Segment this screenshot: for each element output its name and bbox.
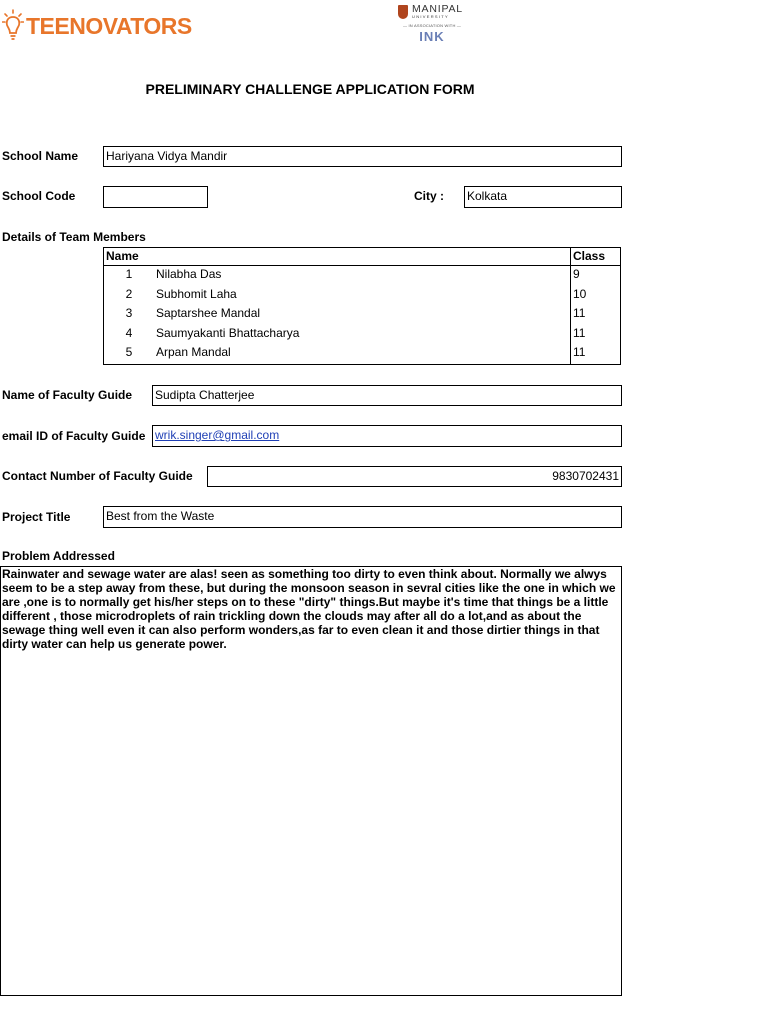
school-name-field[interactable]: Hariyana Vidya Mandir (103, 146, 622, 167)
form-title: PRELIMINARY CHALLENGE APPLICATION FORM (145, 81, 475, 97)
member-name[interactable]: Subhomit Laha (156, 286, 237, 301)
name-column-header: Name (106, 249, 139, 263)
member-class[interactable]: 10 (573, 286, 587, 301)
city-label: City : (414, 189, 444, 203)
faculty-email-label: email ID of Faculty Guide (2, 429, 146, 443)
school-code-label: School Code (2, 189, 76, 203)
member-number: 3 (125, 306, 133, 321)
contact-number-label: Contact Number of Faculty Guide (2, 469, 193, 483)
member-name[interactable]: Saptarshee Mandal (156, 306, 261, 321)
teenovators-logo-text: TEENOVATORS (26, 12, 192, 39)
problem-addressed-label: Problem Addressed (2, 549, 115, 563)
member-number: 1 (125, 267, 133, 281)
member-class[interactable]: 11 (573, 325, 586, 340)
problem-addressed-field[interactable]: Rainwater and sewage water are alas! seen as something too dirty to even think about. Normally we alwys seem to be a step away from these, but during the monsoon season in sevral cities like the one in which we are ,one is to normally get his/her steps on to these "dirty" things.But maybe it's time that things be a little different , those microdroplets of rain trickling down the clouds may after all do a lot,and as about the sewage thing well even it can also perform wonders,as far to even clean it and those dirtier things in that dirty water can help us generate power. (0, 566, 622, 996)
faculty-guide-label: Name of Faculty Guide (2, 388, 133, 402)
city-field[interactable]: Kolkata (464, 186, 622, 208)
team-members-table (103, 247, 621, 365)
faculty-email-field[interactable] (152, 425, 622, 447)
table-row (104, 326, 620, 346)
member-number: 4 (125, 325, 133, 340)
table-row (104, 345, 620, 365)
manipal-crest-icon (398, 5, 408, 19)
school-code-field[interactable] (103, 186, 208, 208)
table-row (104, 306, 620, 326)
member-number: 2 (125, 286, 133, 301)
manipal-ink-logo (398, 4, 466, 54)
table-row (104, 287, 620, 307)
member-class[interactable]: 11 (573, 306, 586, 321)
team-members-label: Details of Team Members (2, 230, 146, 244)
faculty-guide-field[interactable]: Sudipta Chatterjee (152, 385, 622, 406)
member-name[interactable]: Nilabha Das (156, 267, 222, 281)
member-number: 5 (125, 345, 133, 360)
member-name[interactable]: Arpan Mandal (156, 345, 231, 360)
project-title-field[interactable]: Best from the Waste (103, 506, 622, 528)
faculty-email-link[interactable]: wrik.singer@gmail.com (155, 428, 280, 442)
ink-logo-text: INK (419, 29, 445, 44)
member-name[interactable]: Saumyakanti Bhattacharya (156, 325, 300, 340)
team-table-header (104, 248, 620, 266)
manipal-name: MANIPAL (412, 3, 463, 15)
project-title-label: Project Title (2, 510, 71, 524)
table-row (104, 267, 620, 287)
association-text: — IN ASSOCIATION WITH — (402, 23, 462, 28)
manipal-sub: UNIVERSITY (412, 14, 450, 19)
teenovators-logo (2, 6, 192, 46)
member-class[interactable]: 9 (573, 267, 580, 281)
lightbulb-icon (2, 9, 24, 43)
school-name-label: School Name (2, 149, 79, 163)
member-class[interactable]: 11 (573, 345, 586, 360)
contact-number-field[interactable]: 9830702431 (207, 466, 622, 487)
class-column-header: Class (573, 249, 606, 263)
manipal-logo (398, 4, 466, 19)
